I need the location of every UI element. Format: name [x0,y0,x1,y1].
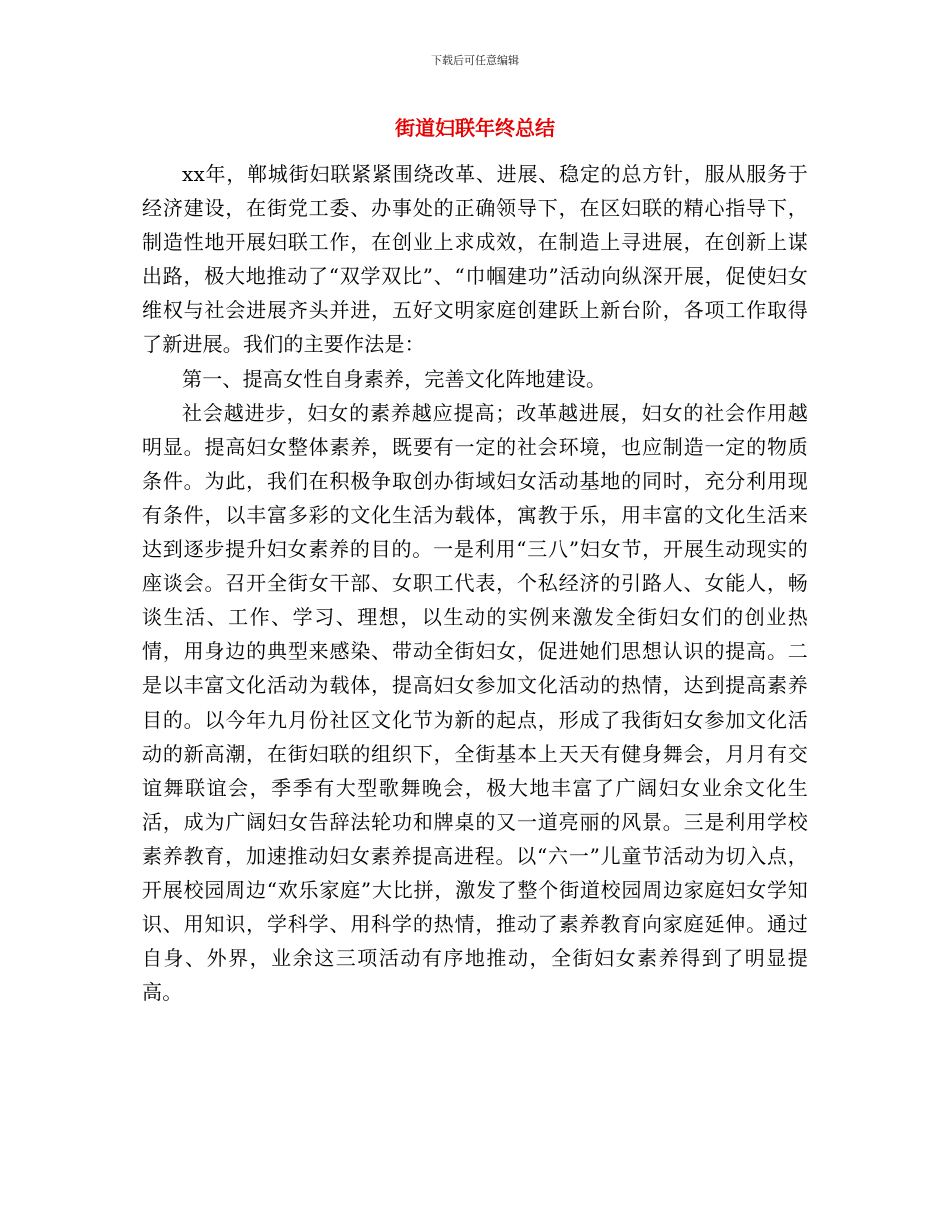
body-paragraph: 社会越进步，妇女的素养越应提高；改革越进展，妇女的社会作用越明显。提高妇女整体素养，既要有一定的社会环境，也应制造一定的物质条件。为此，我们在积极争取创办街域妇女活动基地的同时，充分利用现有条件，以丰富多彩的文化生活为载体，寓教于乐，用丰富的文化生活来达到逐步提升妇女素养的目的。一是利用“三八”妇女节，开展生动现实的座谈会。召开全街女干部、女职工代表，个私经济的引路人、女能人，畅谈生活、工作、学习、理想，以生动的实例来激发全街妇女们的创业热情，用身边的典型来感染、带动全街妇女，促进她们思想认识的提高。二是以丰富文化活动为载体，提高妇女参加文化活动的热情，达到提高素养目的。以今年九月份社区文化节为新的起点，形成了我街妇女参加文化活动的新高潮，在街妇联的组织下，全街基本上天天有健身舞会，月月有交谊舞联谊会，季季有大型歌舞晚会，极大地丰富了广阔妇女业余文化生活，成为广阔妇女告辞法轮功和牌桌的又一道亮丽的风景。三是利用学校素养教育，加速推动妇女素养提高进程。以“六一”儿童节活动为切入点，开展校园周边“欢乐家庭”大比拼，激发了整个街道校园周边家庭妇女学知识、用知识，学科学、用科学的热情，推动了素养教育向家庭延伸。通过自身、外界，业余这三项活动有序地推动，全街妇女素养得到了明显提高。 [142,400,808,1005]
section-heading: 第一、提高女性自身素养，完善文化阵地建设。 [182,366,607,391]
document-title: 街道妇联年终总结 [395,116,555,140]
intro-paragraph: xx年，郸城街妇联紧紧围绕改革、进展、稳定的总方针，服从服务于经济建设，在街党工委、办事处的正确领导下，在区妇联的精心指导下，制造性地开展妇联工作，在创业上求成效，在制造上寻进展，在创新上谋出路，极大地推动了“双学双比”、“巾帼建功”活动向纵深开展，促使妇女维权与社会进展齐头并进，五好文明家庭创建跃上新台阶，各项工作取得了新进展。我们的主要作法是： [142,162,808,357]
document-body [142,157,808,1009]
page-header-note: 下载后可任意编辑 [431,54,519,67]
